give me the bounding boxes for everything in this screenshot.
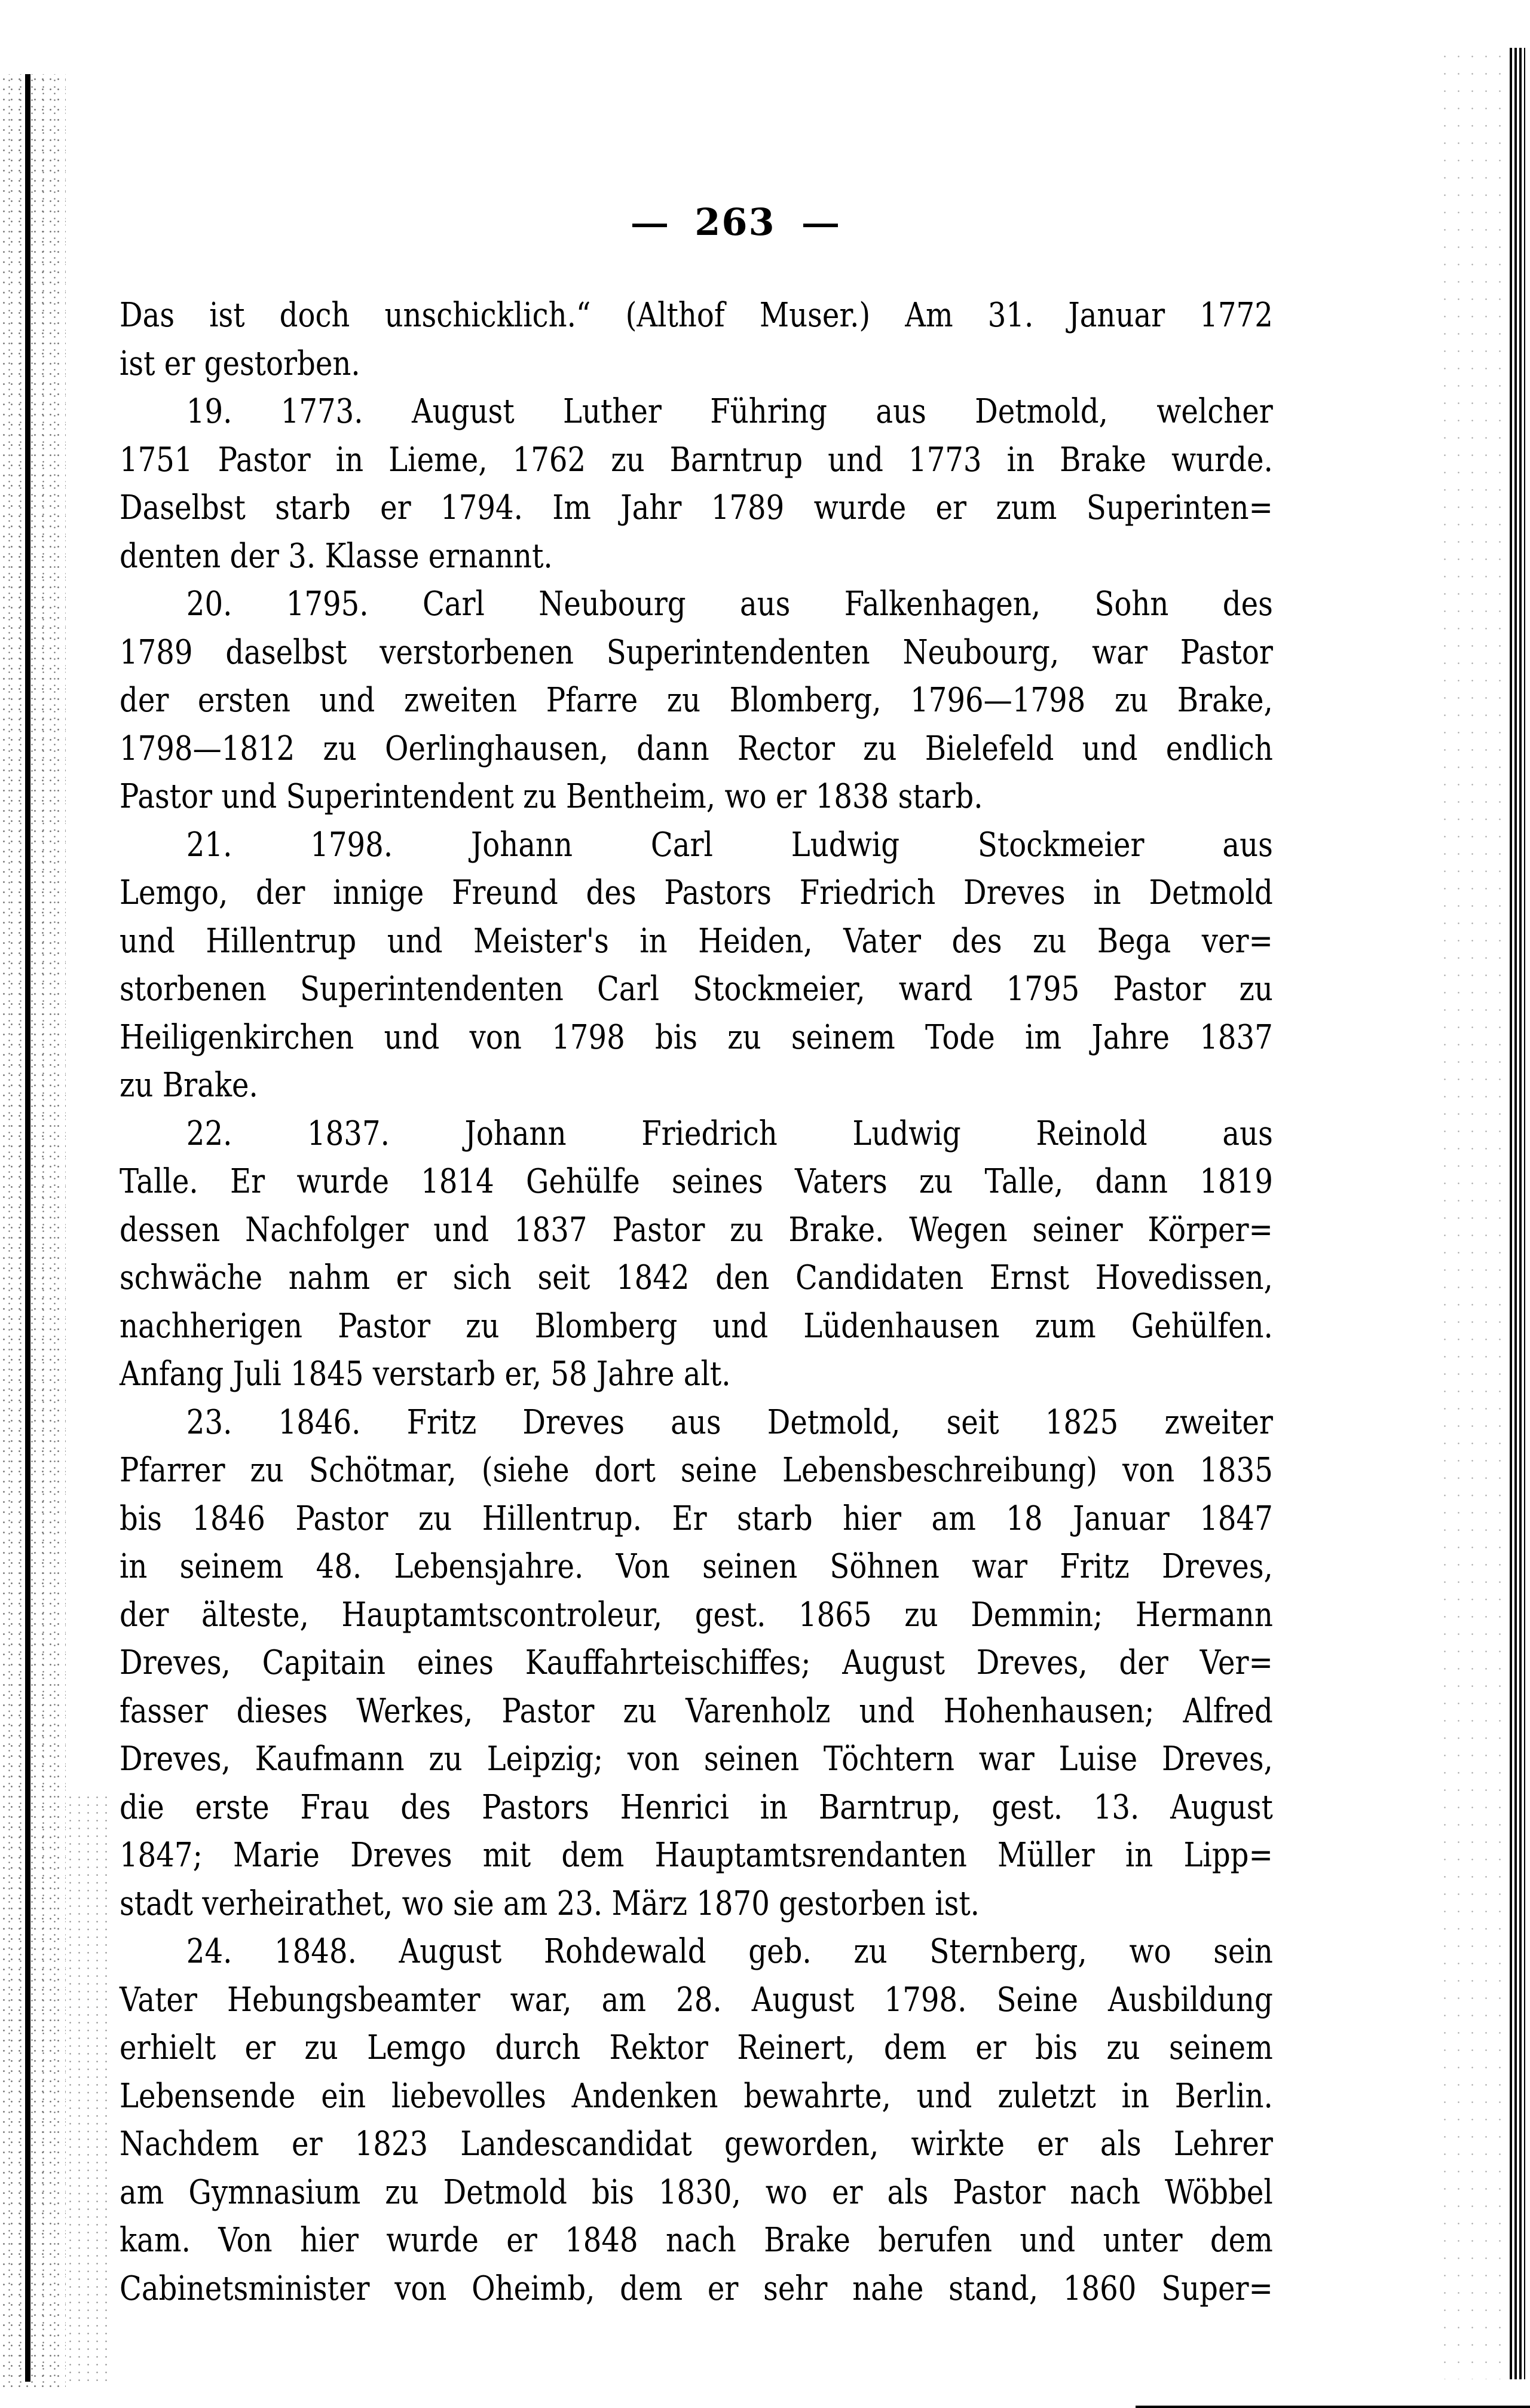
page-number-dash-left [632, 224, 667, 227]
text-line: Pfarrer zu Schötmar, (siehe dort seine Lebensbeschreibung) von 1835 [120, 1451, 1273, 1490]
text-line: Lemgo, der innige Freund des Pastors Friedrich Dreves in Detmold [120, 873, 1273, 912]
text-line: Daselbst starb er 1794. Im Jahr 1789 wurde er zum Superinten= [120, 488, 1273, 527]
text-line: 1751 Pastor in Lieme, 1762 zu Barntrup und 1773 in Brake wurde. [120, 440, 1273, 479]
text-line: die erste Frau des Pastors Henrici in Barntrup, gest. 13. August [120, 1787, 1273, 1827]
text-line: Dreves, Capitain eines Kauffahrteischiffes; August Dreves, der Ver= [120, 1643, 1273, 1682]
text-line: dessen Nachfolger und 1837 Pastor zu Brake. Wegen seiner Körper= [120, 1210, 1273, 1249]
text-line: Pastor und Superintendent zu Bentheim, wo er 1838 starb. [120, 777, 983, 816]
text-line: in seinem 48. Lebensjahre. Von seinen Söhnen war Fritz Dreves, [120, 1547, 1273, 1586]
text-line: denten der 3. Klasse ernannt. [120, 536, 553, 576]
text-line: ist er gestorben. [120, 344, 360, 383]
text-line: Lebensende ein liebevolles Andenken bewahrte, und zuletzt in Berlin. [120, 2076, 1273, 2116]
text-line: 23. 1846. Fritz Dreves aus Detmold, seit 1825 zweiter [186, 1402, 1273, 1442]
text-line: fasser dieses Werkes, Pastor zu Varenholz und Hohenhausen; Alfred [120, 1691, 1273, 1731]
text-line: Das ist doch unschicklich.“ (Althof Muser.) Am 31. Januar 1772 [120, 296, 1273, 335]
text-line: bis 1846 Pastor zu Hillentrup. Er starb hier am 18 Januar 1847 [120, 1499, 1273, 1538]
text-line: 1847; Marie Dreves mit dem Hauptamtsrendanten Müller in Lipp= [120, 1836, 1273, 1875]
text-line: Dreves, Kaufmann zu Leipzig; von seinen Töchtern war Luise Dreves, [120, 1740, 1273, 1779]
text-line: 1789 daselbst verstorbenen Superintendenten Neubourg, war Pastor [120, 632, 1273, 672]
text-line: storbenen Superintendenten Carl Stockmeier, ward 1795 Pastor zu [120, 970, 1273, 1009]
text-line: der älteste, Hauptamtscontroleur, gest. 1865 zu Demmin; Hermann [120, 1595, 1273, 1634]
text-line: schwäche nahm er sich seit 1842 den Candidaten Ernst Hovedissen, [120, 1258, 1273, 1297]
text-line: Talle. Er wurde 1814 Gehülfe seines Vaters zu Talle, dann 1819 [120, 1162, 1273, 1201]
text-line: 22. 1837. Johann Friedrich Ludwig Reinold aus [186, 1114, 1273, 1153]
text-line: 20. 1795. Carl Neubourg aus Falkenhagen, Sohn des [186, 585, 1273, 624]
page-header [0, 200, 1470, 244]
scan-noise-left-margin [0, 74, 66, 2388]
page-number-dash-right [803, 224, 838, 227]
scan-noise-right-margin [1438, 48, 1510, 2379]
body-text [120, 292, 1273, 2313]
text-line: zu Brake. [120, 1066, 258, 1105]
text-line: Heiligenkirchen und von 1798 bis zu seinem Tode im Jahre 1837 [120, 1017, 1273, 1057]
page-number: 263 [694, 200, 776, 244]
text-line: 24. 1848. August Rohdewald geb. zu Sternberg, wo sein [186, 1932, 1273, 1971]
text-line: stadt verheirathet, wo sie am 23. März 1870 gestorben ist. [120, 1884, 980, 1923]
text-line: am Gymnasium zu Detmold bis 1830, wo er als Pastor nach Wöbbel [120, 2172, 1273, 2212]
text-line: Vater Hebungsbeamter war, am 28. August 1798. Seine Ausbildung [120, 1980, 1273, 2019]
text-line: Anfang Juli 1845 verstarb er, 58 Jahre alt. [120, 1355, 731, 1394]
scan-edge-right [1510, 48, 1525, 2379]
text-line: und Hillentrup und Meister's in Heiden, Vater des zu Bega ver= [120, 921, 1273, 961]
text-line: erhielt er zu Lemgo durch Rektor Reinert, dem er bis zu seinem [120, 2028, 1273, 2067]
text-line: 21. 1798. Johann Carl Ludwig Stockmeier aus [186, 825, 1273, 864]
text-line: Cabinetsminister von Oheimb, dem er sehr nahe stand, 1860 Super= [120, 2269, 1273, 2308]
scan-bottom-edge [1136, 2406, 1530, 2408]
text-line: kam. Von hier wurde er 1848 nach Brake berufen und unter dem [120, 2221, 1273, 2260]
text-line: nachherigen Pastor zu Blomberg und Lüdenhausen zum Gehülfen. [120, 1306, 1273, 1346]
scan-edge-left [25, 74, 30, 2382]
text-line: 19. 1773. August Luther Führing aus Detmold, welcher [186, 392, 1273, 431]
text-line: Nachdem er 1823 Landescandidat geworden, wirkte er als Lehrer [120, 2125, 1273, 2163]
text-line: 1798—1812 zu Oerlinghausen, dann Rector zu Bielefeld und endlich [120, 729, 1273, 768]
scan-noise-left-lower [66, 1793, 114, 2385]
text-line: der ersten und zweiten Pfarre zu Blomberg, 1796—1798 zu Brake, [120, 681, 1273, 720]
